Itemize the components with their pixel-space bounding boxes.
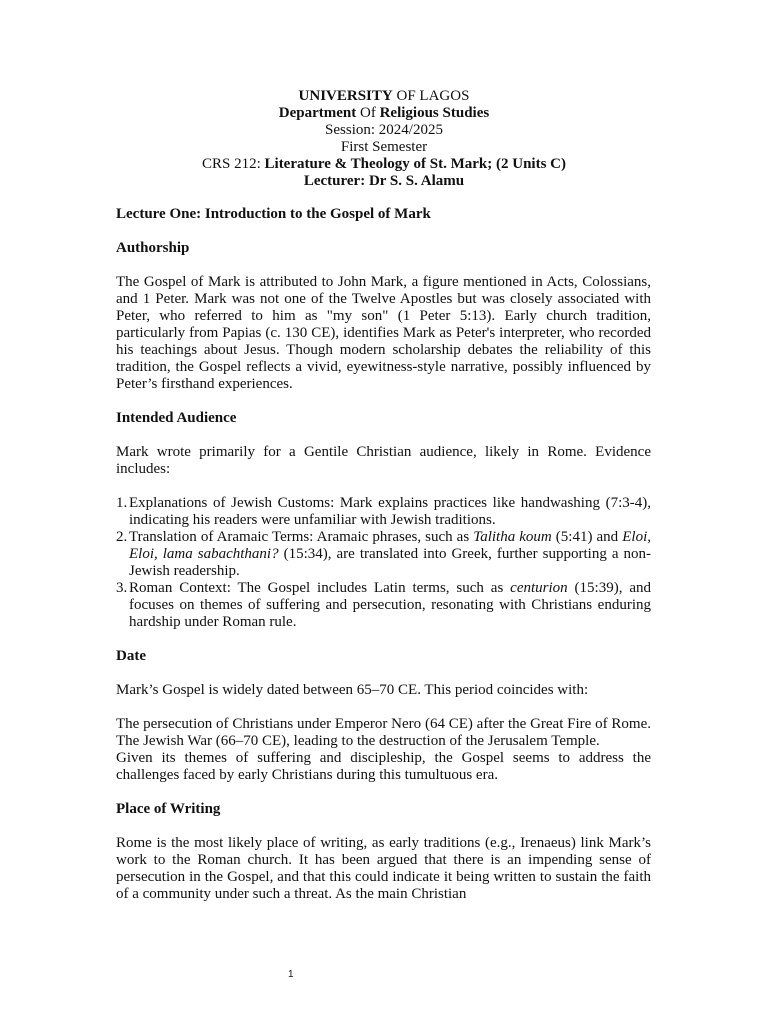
header-semester: First Semester <box>340 139 428 155</box>
section-heading-audience: Intended Audience <box>116 410 237 426</box>
date-paragraph-3: Given its themes of suffering and discipleship, the Gospel seems to address the challenges faced by early Christians during this tumultuous era. <box>116 750 651 783</box>
section-heading-place: Place of Writing <box>116 801 221 817</box>
place-paragraph: Rome is the most likely place of writing, as early traditions (e.g., Irenaeus) link Mark’s work to the Roman church. It has been argued that there is an impending sense of persecution in the Gospel, and that this could indicate it being written to sustain the faith of a community under such a threat. As the main Christian <box>116 835 651 902</box>
document-body <box>116 206 651 903</box>
list-item: 1. Explanations of Jewish Customs: Mark explains practices like handwashing (7:3-4), indicating his readers were unfamiliar with Jewish traditions. <box>116 495 651 528</box>
header-session: Session: 2024/2025 <box>325 122 443 138</box>
header-course: CRS 212: Literature & Theology of St. Mark; (2 Units C) <box>201 156 567 172</box>
section-heading-authorship: Authorship <box>116 240 190 256</box>
list-item: 2. Translation of Aramaic Terms: Aramaic phrases, such as Talitha koum (5:41) and Eloi, Eloi, lama sabachthani? (15:34), are translated into Greek, further supporting a non-Jewish readership. <box>116 529 652 579</box>
section-heading-date: Date <box>116 648 146 664</box>
audience-intro: Mark wrote primarily for a Gentile Christian audience, likely in Rome. Evidence includes: <box>116 444 651 477</box>
header-university: UNIVERSITY OF LAGOS <box>298 88 470 104</box>
date-paragraph-1: Mark’s Gospel is widely dated between 65–70 CE. This period coincides with: <box>116 682 589 698</box>
list-item: 3. Roman Context: The Gospel includes Latin terms, such as centurion (15:39), and focuses on themes of suffering and persecution, resonating with Christians enduring hardship under Roman rule. <box>116 580 651 630</box>
header-lecturer: Lecturer: Dr S. S. Alamu <box>303 173 465 189</box>
header-department: Department Of Religious Studies <box>278 105 490 121</box>
audience-evidence-list <box>116 495 651 631</box>
document-header <box>0 88 768 190</box>
lecture-title: Lecture One: Introduction to the Gospel of Mark <box>116 206 431 222</box>
date-paragraph-2: The persecution of Christians under Emperor Nero (64 CE) after the Great Fire of Rome. The Jewish War (66–70 CE), leading to the destruction of the Jerusalem Temple. <box>116 716 651 749</box>
page-number: 1 <box>288 969 294 980</box>
authorship-paragraph: The Gospel of Mark is attributed to John Mark, a figure mentioned in Acts, Colossians, and 1 Peter. Mark was not one of the Twelve Apostles but was closely associated with Peter, who referred to him as "my son" (1 Peter 5:13). Early church tradition, particularly from Papias (c. 130 CE), identifies Mark as Peter's interpreter, who recorded his teachings about Jesus. Though modern scholarship debates the reliability of this tradition, the Gospel reflects a vivid, eyewitness-style narrative, possibly influenced by Peter’s firsthand experiences. <box>116 274 651 392</box>
